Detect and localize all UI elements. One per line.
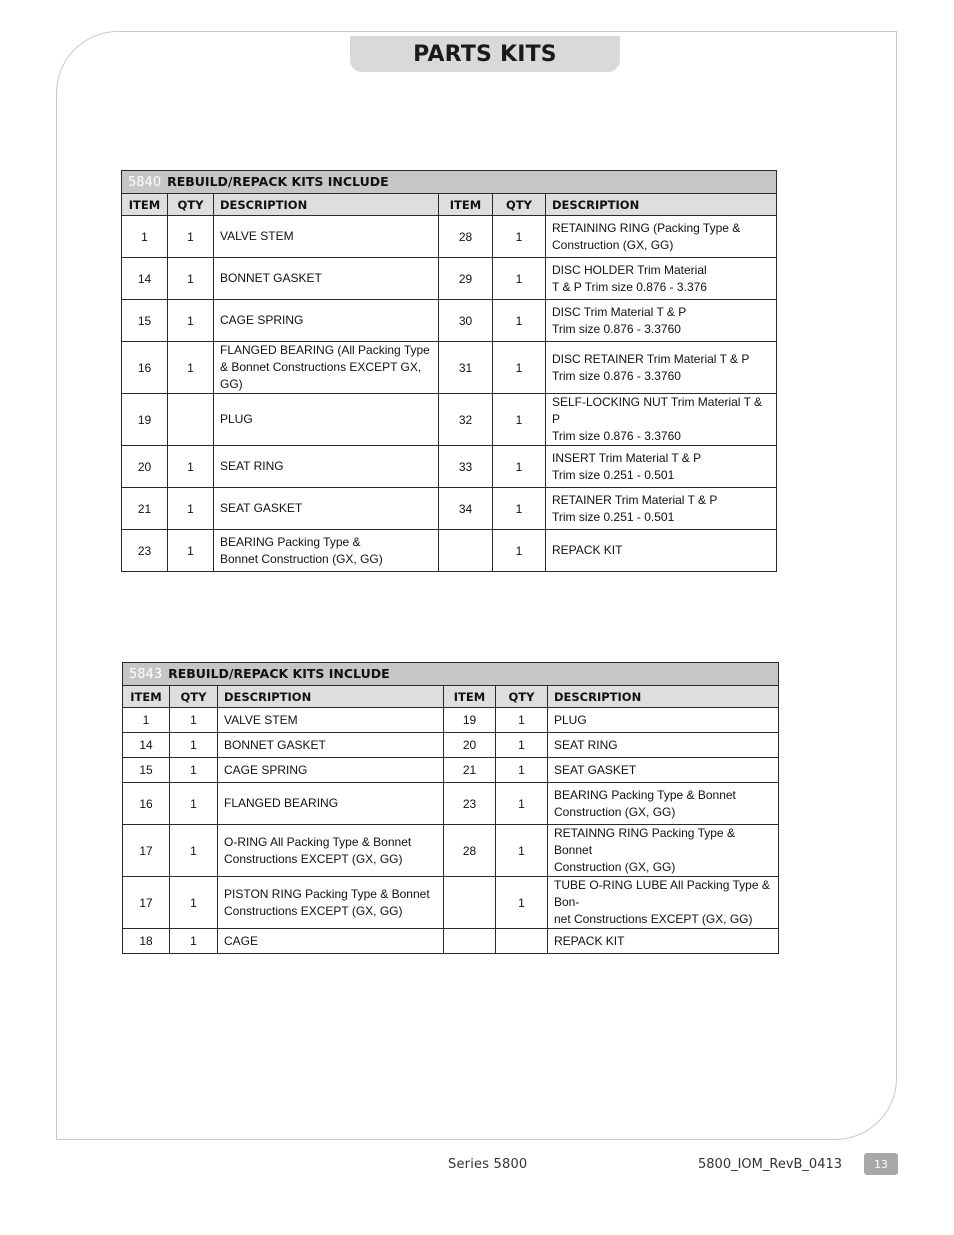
header-description: DESCRIPTION — [546, 194, 777, 216]
item-cell: 19 — [444, 708, 496, 733]
description-line: TUBE O-RING LUBE All Packing Type & Bon- — [554, 878, 770, 909]
item-cell — [439, 530, 493, 572]
description-cell — [548, 929, 779, 954]
description-line: VALVE STEM — [224, 712, 298, 727]
description-cell — [214, 446, 439, 488]
description-cell — [548, 825, 779, 877]
description-line: O-RING All Packing Type & Bonnet — [224, 834, 412, 849]
table-row — [122, 394, 777, 446]
kit-number: 5840 — [128, 175, 162, 190]
table-row — [123, 825, 779, 877]
description-line: DISC Trim Material T & P — [552, 304, 687, 319]
item-cell: 32 — [439, 394, 493, 446]
description-line: SEAT RING — [220, 459, 284, 473]
description-line: Trim size 0.876 - 3.3760 — [552, 321, 681, 336]
qty-cell: 1 — [168, 488, 214, 530]
description-cell — [218, 733, 444, 758]
description-line: CAGE SPRING — [224, 762, 308, 777]
table-row — [122, 446, 777, 488]
description-line: FLANGED BEARING — [224, 796, 339, 810]
item-cell: 20 — [122, 446, 168, 488]
kit-number: 5843 — [129, 667, 163, 682]
page-title-tab — [350, 36, 620, 72]
qty-cell: 1 — [496, 758, 548, 783]
description-line: Construction (GX, GG) — [552, 237, 674, 252]
description-line: SEAT GASKET — [220, 501, 303, 515]
description-line: BEARING Packing Type & — [220, 534, 361, 549]
header-item: ITEM — [123, 686, 170, 708]
item-cell: 19 — [122, 394, 168, 446]
description-cell — [548, 733, 779, 758]
description-line: INSERT Trim Material T & P — [552, 450, 702, 465]
description-cell — [218, 783, 444, 825]
item-cell: 1 — [123, 708, 170, 733]
description-cell — [214, 300, 439, 342]
header-item: ITEM — [439, 194, 493, 216]
description-line: BONNET GASKET — [224, 737, 326, 752]
kit-table-5840 — [121, 170, 777, 572]
header-description: DESCRIPTION — [218, 686, 444, 708]
footer-series: Series 5800 — [448, 1157, 528, 1172]
item-cell: 33 — [439, 446, 493, 488]
table-row — [123, 929, 779, 954]
qty-cell: 1 — [493, 258, 546, 300]
table-row — [123, 708, 779, 733]
header-qty: QTY — [168, 194, 214, 216]
item-cell: 18 — [123, 929, 170, 954]
description-cell — [548, 708, 779, 733]
description-line: SELF-LOCKING NUT Trim Material T & P — [552, 395, 763, 426]
header-item: ITEM — [444, 686, 496, 708]
description-line: T & P Trim size 0.876 - 3.376 — [552, 279, 707, 294]
description-line: Construction (GX, GG) — [554, 860, 676, 874]
table-row — [122, 342, 777, 394]
description-cell — [214, 394, 439, 446]
qty-cell: 1 — [496, 825, 548, 877]
description-cell — [546, 488, 777, 530]
item-cell — [444, 877, 496, 929]
qty-cell: 1 — [168, 446, 214, 488]
description-line: PLUG — [220, 412, 253, 426]
description-cell — [546, 530, 777, 572]
kit-table-5843 — [122, 662, 779, 954]
qty-cell: 1 — [496, 708, 548, 733]
description-cell — [218, 929, 444, 954]
item-cell: 15 — [123, 758, 170, 783]
description-line: & Bonnet Constructions EXCEPT GX, GG) — [220, 360, 422, 391]
qty-cell: 1 — [493, 530, 546, 572]
qty-cell: 1 — [168, 216, 214, 258]
item-cell: 16 — [122, 342, 168, 394]
description-cell — [214, 216, 439, 258]
description-cell — [546, 394, 777, 446]
description-line: Constructions EXCEPT (GX, GG) — [224, 903, 403, 918]
description-line: FLANGED BEARING (All Packing Type — [220, 343, 430, 357]
item-cell: 23 — [444, 783, 496, 825]
item-cell: 17 — [123, 825, 170, 877]
qty-cell: 1 — [170, 758, 218, 783]
qty-cell: 1 — [168, 258, 214, 300]
header-description: DESCRIPTION — [548, 686, 779, 708]
table-row — [122, 488, 777, 530]
page-title: PARTS KITS — [413, 41, 557, 67]
header-qty: QTY — [170, 686, 218, 708]
qty-cell: 1 — [170, 733, 218, 758]
description-line: RETAINER Trim Material T & P — [552, 492, 718, 507]
item-cell — [444, 929, 496, 954]
footer-document-id: 5800_IOM_RevB_0413 — [698, 1157, 843, 1172]
qty-cell: 1 — [496, 877, 548, 929]
description-line: Trim size 0.876 - 3.3760 — [552, 368, 681, 383]
qty-cell: 1 — [493, 342, 546, 394]
page-number-badge — [864, 1153, 898, 1175]
qty-cell: 1 — [493, 446, 546, 488]
qty-cell: 1 — [170, 877, 218, 929]
header-qty: QTY — [496, 686, 548, 708]
kit-table-body — [122, 216, 777, 572]
kit-title-text: REBUILD/REPACK KITS INCLUDE — [167, 174, 389, 189]
description-cell — [546, 300, 777, 342]
description-line: SEAT GASKET — [554, 762, 637, 777]
qty-cell: 1 — [170, 783, 218, 825]
description-line: SEAT RING — [554, 737, 618, 752]
table-row — [123, 758, 779, 783]
table-row — [122, 216, 777, 258]
description-cell — [548, 758, 779, 783]
qty-cell: 1 — [496, 733, 548, 758]
header-item: ITEM — [122, 194, 168, 216]
item-cell: 20 — [444, 733, 496, 758]
description-line: Bonnet Construction (GX, GG) — [220, 551, 383, 566]
description-line: BEARING Packing Type & Bonnet — [554, 787, 736, 802]
qty-cell: 1 — [493, 488, 546, 530]
description-line: Trim size 0.876 - 3.3760 — [552, 429, 681, 443]
description-cell — [214, 342, 439, 394]
description-line: REPACK KIT — [552, 543, 623, 557]
description-cell — [548, 783, 779, 825]
description-line: PLUG — [554, 712, 587, 727]
description-cell — [546, 446, 777, 488]
description-cell — [214, 530, 439, 572]
table-row — [123, 783, 779, 825]
description-cell — [546, 342, 777, 394]
description-line: Trim size 0.251 - 0.501 — [552, 467, 675, 482]
page-number: 13 — [874, 1157, 888, 1171]
description-cell — [218, 708, 444, 733]
item-cell: 31 — [439, 342, 493, 394]
description-line: BONNET GASKET — [220, 271, 322, 285]
item-cell: 21 — [122, 488, 168, 530]
description-line: DISC RETAINER Trim Material T & P — [552, 351, 750, 366]
item-cell: 28 — [444, 825, 496, 877]
qty-cell: 1 — [168, 530, 214, 572]
description-line: PISTON RING Packing Type & Bonnet — [224, 886, 430, 901]
description-cell — [548, 877, 779, 929]
description-line: Construction (GX, GG) — [554, 804, 676, 819]
table-header-row — [123, 686, 779, 708]
kit-table-title — [123, 663, 779, 686]
description-line: VALVE STEM — [220, 229, 294, 243]
item-cell: 23 — [122, 530, 168, 572]
item-cell: 17 — [123, 877, 170, 929]
description-cell — [546, 216, 777, 258]
description-line: net Constructions EXCEPT (GX, GG) — [554, 912, 753, 926]
header-qty: QTY — [493, 194, 546, 216]
description-line: DISC HOLDER Trim Material — [552, 262, 707, 277]
table-row — [122, 258, 777, 300]
header-description: DESCRIPTION — [214, 194, 439, 216]
table-row — [122, 300, 777, 342]
description-line: RETAINING RING (Packing Type & — [552, 220, 741, 235]
item-cell: 14 — [123, 733, 170, 758]
item-cell: 30 — [439, 300, 493, 342]
description-cell — [218, 825, 444, 877]
qty-cell: 1 — [170, 929, 218, 954]
qty-cell: 1 — [170, 825, 218, 877]
item-cell: 34 — [439, 488, 493, 530]
item-cell: 14 — [122, 258, 168, 300]
description-cell — [214, 488, 439, 530]
table-row — [123, 733, 779, 758]
qty-cell — [496, 929, 548, 954]
table-header-row — [122, 194, 777, 216]
description-line: Trim size 0.251 - 0.501 — [552, 509, 675, 524]
description-cell — [218, 877, 444, 929]
table-row — [122, 530, 777, 572]
description-line: CAGE SPRING — [220, 313, 304, 327]
qty-cell: 1 — [168, 300, 214, 342]
item-cell: 21 — [444, 758, 496, 783]
qty-cell: 1 — [493, 216, 546, 258]
description-line: RETAINNG RING Packing Type & Bonnet — [554, 826, 735, 857]
description-line: Constructions EXCEPT (GX, GG) — [224, 851, 403, 866]
qty-cell — [168, 394, 214, 446]
qty-cell: 1 — [493, 300, 546, 342]
description-cell — [218, 758, 444, 783]
description-line: CAGE — [224, 933, 259, 948]
qty-cell: 1 — [170, 708, 218, 733]
qty-cell: 1 — [496, 783, 548, 825]
item-cell: 1 — [122, 216, 168, 258]
qty-cell: 1 — [168, 342, 214, 394]
kit-table-body — [123, 708, 779, 954]
item-cell: 15 — [122, 300, 168, 342]
item-cell: 28 — [439, 216, 493, 258]
qty-cell: 1 — [493, 394, 546, 446]
kit-title-text: REBUILD/REPACK KITS INCLUDE — [168, 666, 390, 681]
table-row — [123, 877, 779, 929]
description-line: REPACK KIT — [554, 933, 625, 948]
item-cell: 16 — [123, 783, 170, 825]
kit-table-title — [122, 171, 777, 194]
description-cell — [546, 258, 777, 300]
description-cell — [214, 258, 439, 300]
item-cell: 29 — [439, 258, 493, 300]
